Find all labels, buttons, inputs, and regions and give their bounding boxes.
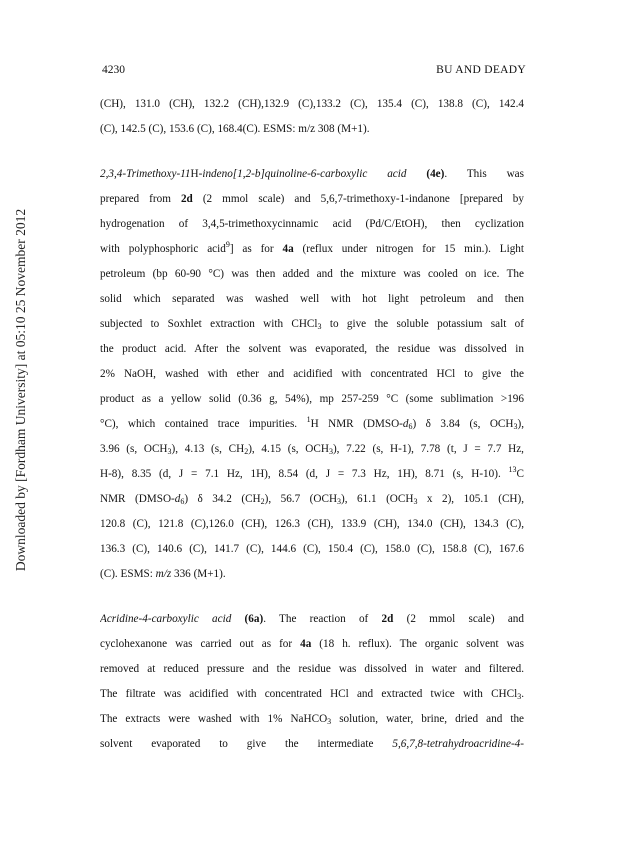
text-line: solid which separated was washed well with hot light petroleum and then bbox=[100, 293, 524, 305]
download-watermark bbox=[12, 160, 30, 620]
text-line: removed at reduced pressure and the residue was dissolved in water and filtered. bbox=[100, 663, 524, 675]
text-line: (CH), 131.0 (CH), 132.2 (CH),132.9 (C),133.2 (C), 135.4 (C), 138.8 (C), 142.4 bbox=[100, 98, 524, 110]
download-watermark-text: Downloaded by [Fordham University] at 05:10 25 November 2012 bbox=[13, 208, 28, 572]
text-line: with polyphosphoric acid$^9$] as for 4a (reflux under nitrogen for 15 min.). Light bbox=[100, 240, 524, 255]
text-line: 120.8 (C), 121.8 (C),126.0 (CH), 126.3 (CH), 133.9 (CH), 134.0 (CH), 134.3 (C), bbox=[100, 518, 524, 530]
text-line: product as a yellow solid (0.36 g, 54%), mp 257-259 °C (some sublimation >196 bbox=[100, 393, 524, 405]
text-line: prepared from 2d (2 mmol scale) and 5,6,7-trimethoxy-1-indanone [prepared by bbox=[100, 193, 524, 205]
text-line: (C), 142.5 (C), 153.6 (C), 168.4(C). ESMS: m/z 308 (M+1). bbox=[100, 123, 370, 135]
running-title: BU AND DEADY bbox=[436, 64, 526, 76]
compound-heading-line: 2,3,4-Trimethoxy-11H-indeno[1,2-b]quinoline-6-carboxylic acid (4e). This was bbox=[100, 168, 524, 180]
text-line: solvent evaporated to give the intermediate 5,6,7,8-tetrahydroacridine-4- bbox=[100, 738, 524, 750]
text-line: the product acid. After the solvent was evaporated, the residue was dissolved in bbox=[100, 343, 524, 355]
text-line: (C). ESMS: m/z 336 (M+1). bbox=[100, 568, 226, 580]
text-line: 2% NaOH, washed with ether and acidified with concentrated HCl to give the bbox=[100, 368, 524, 380]
text-line: cyclohexanone was carried out as for 4a (18 h. reflux). The organic solvent was bbox=[100, 638, 524, 650]
text-line: subjected to Soxhlet extraction with CHCl$_3$ to give the soluble potassium salt of bbox=[100, 318, 524, 331]
text-line: petroleum (bp 60-90 °C) was then added and the mixture was cooled on ice. The bbox=[100, 268, 524, 280]
page-number: 4230 bbox=[102, 64, 125, 76]
text-line: hydrogenation of 3,4,5-trimethoxycinnamic acid (Pd/C/EtOH), then cyclization bbox=[100, 218, 524, 230]
body-text bbox=[100, 92, 524, 757]
text-line: The filtrate was acidified with concentrated HCl and extracted twice with CHCl$_3$. bbox=[100, 688, 524, 701]
compound-heading-line: Acridine-4-carboxylic acid (6a). The reaction of 2d (2 mmol scale) and bbox=[100, 613, 524, 625]
text-line: NMR $(DMSO-d_6)$ δ 34.2 $(CH_2)$, 56.7 $(OCH_3)$, 61.1 ($OCH_3$ x 2), 105.1 (CH), bbox=[100, 493, 524, 506]
text-line: 136.3 (C), 140.6 (C), 141.7 (C), 144.6 (C), 150.4 (C), 158.0 (C), 158.8 (C), 167.6 bbox=[100, 543, 524, 555]
text-line: H-8), 8.35 (d, J = 7.1 Hz, 1H), 8.54 (d, J = 7.3 Hz, 1H), 8.71 (s, H-10). $^{13}$C bbox=[100, 465, 524, 480]
text-line: 3.96 (s, $OCH_3$), 4.13 (s, $CH_2$), 4.15 (s, $OCH_3$), 7.22 (s, H-1), 7.78 (t, J = 7.7 Hz, bbox=[100, 443, 524, 456]
text-line: °C), which contained trace impurities. $^1$H NMR $(DMSO-d_6)$ δ 3.84 (s, $OCH_3$), bbox=[100, 415, 524, 431]
text-line: The extracts were washed with 1% NaHCO$_3$ solution, water, brine, dried and the bbox=[100, 713, 524, 726]
